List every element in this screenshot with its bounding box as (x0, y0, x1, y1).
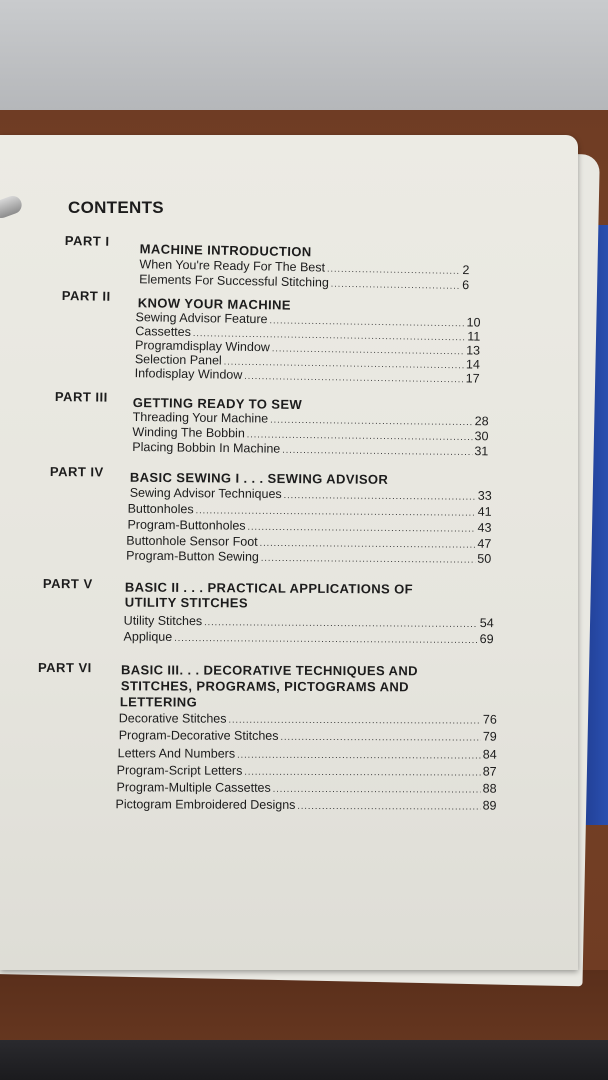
toc-entry (118, 746, 497, 763)
entry-name: Program-Decorative Stitches (118, 728, 279, 743)
entry-name: Sewing Advisor Feature (135, 310, 268, 327)
part-label: PART II (61, 288, 111, 304)
entry-name: Threading Your Machine (132, 409, 269, 426)
entry-page: 33 (477, 488, 492, 503)
entry-name: Program-Buttonholes (127, 517, 246, 533)
part-6 (37, 660, 497, 813)
part-label: PART I (64, 233, 110, 249)
entry-name: Buttonhole Sensor Foot (126, 533, 258, 549)
leader-dots (244, 369, 464, 387)
entry-name: Winding The Bobbin (132, 424, 245, 441)
entry-name: Decorative Stitches (118, 711, 227, 726)
part-title: KNOW YOUR MACHINE (137, 295, 292, 313)
entry-page: 14 (465, 357, 480, 372)
entry-page: 54 (479, 616, 494, 631)
part-title: LETTERING (119, 694, 198, 710)
entry-page: 28 (474, 414, 489, 429)
entry-name: Cassettes (135, 324, 192, 340)
leader-dots (282, 443, 472, 460)
entry-name: Utility Stitches (123, 613, 203, 629)
part-title: BASIC III. . . DECORATIVE TECHNIQUES AND (120, 662, 418, 679)
entry-name: Program-Multiple Cassettes (116, 780, 271, 795)
toc-entry (124, 630, 494, 649)
toc-entry (119, 711, 497, 728)
leader-dots (244, 765, 480, 781)
entry-page: 10 (466, 315, 481, 330)
part-1 (64, 233, 505, 293)
entry-name: Sewing Advisor Techniques (129, 485, 282, 502)
entry-page: 84 (482, 747, 497, 762)
leader-dots (284, 488, 476, 505)
leader-dots (273, 782, 481, 798)
entry-name: When You're Ready For The Best (139, 257, 326, 275)
entry-page: 69 (479, 632, 494, 647)
entry-name: Letters And Numbers (117, 746, 236, 761)
part-title: STITCHES, PROGRAMS, PICTOGRAMS AND (120, 678, 409, 695)
entry-name: Programdisplay Window (135, 338, 270, 355)
entry-page: 6 (462, 277, 470, 293)
entry-page: 88 (482, 781, 497, 796)
part-label: PART VI (37, 660, 92, 676)
entry-name: Buttonholes (127, 501, 194, 517)
entry-page: 31 (474, 444, 489, 459)
entry-page: 50 (477, 551, 492, 566)
part-4 (49, 464, 492, 566)
entry-page: 41 (477, 504, 492, 519)
toc-entry (126, 549, 491, 568)
entry-page: 11 (467, 329, 481, 344)
part-title: UTILITY STITCHES (124, 594, 249, 611)
part-5 (42, 576, 494, 647)
entry-page: 76 (482, 712, 497, 727)
entry-name: Program-Script Letters (116, 763, 243, 778)
part-3 (54, 389, 495, 459)
entry-name: Elements For Successful Stitching (139, 272, 329, 290)
leader-dots (297, 799, 480, 815)
leader-dots (261, 551, 476, 568)
part-title: BASIC SEWING I . . . SEWING ADVISOR (129, 469, 389, 487)
leader-dots (237, 748, 481, 764)
part-title: GETTING READY TO SEW (132, 394, 303, 413)
leader-dots (280, 730, 480, 746)
entry-page: 2 (462, 262, 470, 278)
entry-page: 89 (482, 798, 497, 813)
entry-name: Placing Bobbin In Machine (132, 439, 281, 456)
part-label: PART IV (49, 464, 104, 480)
leader-dots (174, 631, 478, 648)
part-title: BASIC II . . . PRACTICAL APPLICATIONS OF (124, 579, 414, 597)
entry-page: 43 (477, 520, 492, 535)
leader-dots (228, 713, 480, 729)
entry-name: Program-Button Sewing (126, 548, 259, 564)
entry-page: 79 (482, 729, 497, 744)
leader-dots (331, 277, 461, 294)
entry-page: 30 (474, 429, 489, 444)
entry-page: 17 (465, 371, 480, 386)
part-label: PART III (54, 389, 108, 405)
entry-name: Applique (123, 629, 173, 644)
toc-entry (117, 763, 497, 780)
part-label: PART V (42, 576, 93, 592)
entry-page: 47 (477, 536, 492, 551)
entry-name: Selection Panel (134, 352, 222, 368)
part-title: MACHINE INTRODUCTION (139, 241, 312, 260)
entry-page: 13 (466, 343, 481, 358)
entry-name: Infodisplay Window (134, 366, 243, 382)
toc-entry (132, 440, 488, 460)
page-title: CONTENTS (68, 198, 164, 217)
toc-entry (117, 780, 497, 797)
toc-entry (119, 728, 497, 745)
toc-entry (115, 797, 496, 814)
entry-name: Pictogram Embroidered Designs (115, 797, 296, 812)
entry-page: 87 (482, 764, 497, 779)
